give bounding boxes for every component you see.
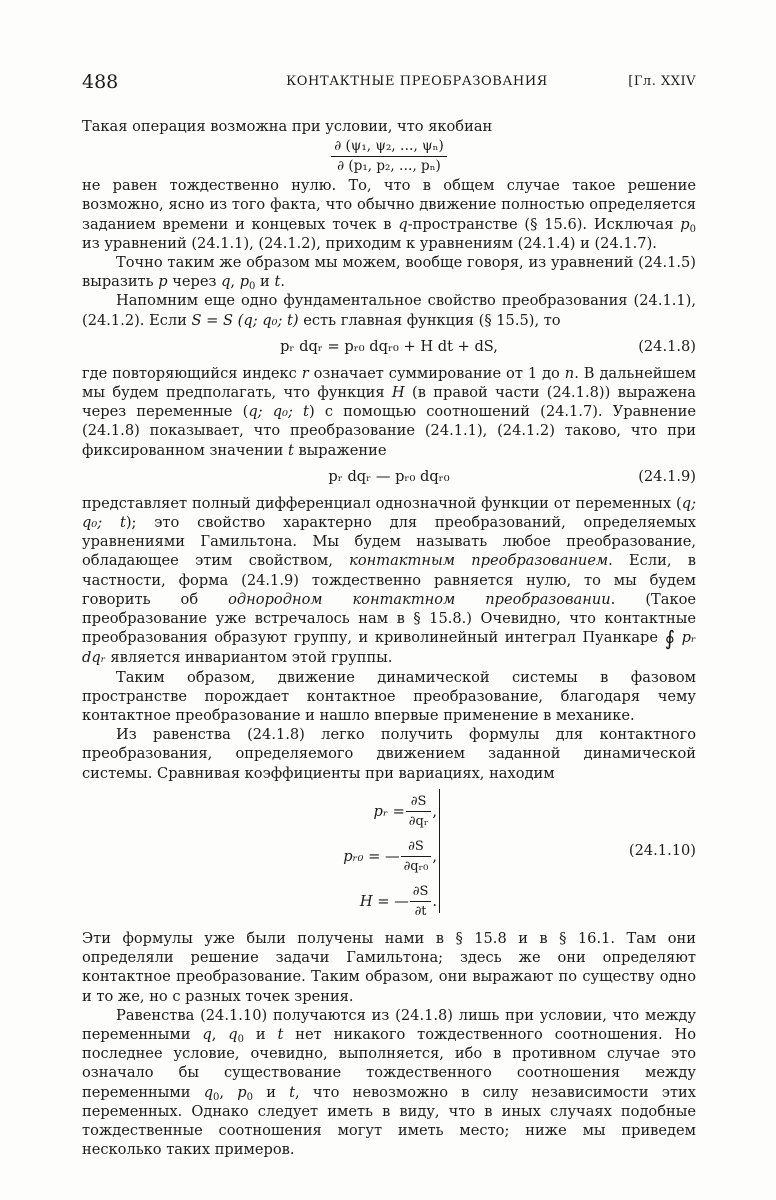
page-number: 488 [82, 71, 119, 93]
system-brace [439, 789, 440, 913]
jacobian-formula [82, 138, 696, 175]
equation-24-1-10 [82, 789, 696, 925]
jacobian-fraction [331, 138, 446, 175]
paragraph-1-intro: Такая операция возможна при условии, что якобиан [82, 118, 493, 135]
paragraph-1-text: не равен тождественно нулю. То, что в общем случае такое решение возможно, ясно из того факта, что обычно движение полностью определяется заданием времени и концевых точек в q-пространстве (§ 15.6). Исключая $p_0$ из уравнений (24.1.1), (24.1.2), приходим к уравнениям (24.1.4) и (24.1.7). [82, 177, 697, 252]
chapter-label: [Гл. XXIV [628, 74, 696, 89]
paragraph-7: Из равенства (24.1.8) легко получить формулы для контактного преобразования, определяемого движением заданной динамической системы. Сравнивая коэффициенты при вариациях, находим [82, 726, 696, 782]
equation-number: (24.1.8) [638, 337, 696, 355]
contour-integral-sign: ∮ [664, 626, 675, 651]
equation-row-pr0: pᵣ₀ = — $\frac{\partial S}{\text{∂qᵣ₀}}$ , [343, 838, 437, 874]
principal-function: S = S (q; q₀; t) [191, 311, 299, 329]
paragraph-6: Таким образом, движение динамической системы в фазовом пространстве порождает контактное преобразование, благодаря чему контактное преобразование и нашло впервые применение в механике. [82, 668, 696, 725]
page-body [82, 117, 696, 1159]
running-header [82, 71, 696, 95]
equation-system-rows [327, 789, 437, 924]
jacobian-denominator: ∂ (p₁, p₂, …, pₙ) [337, 158, 441, 175]
paragraph-4: где повторяющийся индекс r означает суммирование от 1 до n. В дальнейшем мы будем предполагать, что функция H (в правой части (24.1.8)) выражена через переменные (q; q₀; t) с помощью соотношений (24.1.7). Уравнение (24.1.8) показывает, что преобразование (24.1.1), (24.1.2) таково, что при фиксированном значении t выражение [82, 364, 697, 459]
jacobian-numerator: ∂ (ψ₁, ψ₂, …, ψₙ) [331, 138, 446, 157]
equation-row-h: H = — $\frac{\partial S}{\partial t}$ . [359, 883, 437, 919]
term-homogeneous-contact-transformation: однородном контактном преобразовании [228, 590, 611, 608]
paragraph-2: Точно таким же образом мы можем, вообще говоря, из уравнений (24.1.5) выразить p через q, $p_0$ и t. [82, 254, 696, 293]
equation-number: (24.1.9) [638, 467, 696, 485]
paragraph-3: Напомним еще одно фундаментальное свойство преобразования (24.1.1), (24.1.2). Если S = S (q; q₀; t) есть главная функция (§ 15.5), то [82, 292, 696, 329]
equation-row-pr: pᵣ = $\frac{\partial S}{\text{∂qᵣ}}$ , [373, 793, 437, 829]
running-title: КОНТАКТНЫЕ ПРЕОБРАЗОВАНИЯ [286, 74, 548, 89]
equation-number: (24.1.10) [628, 841, 696, 859]
equation-formula: pᵣ dqᵣ — pᵣ₀ dqᵣ₀ [328, 467, 450, 485]
paragraph-8: Эти формулы уже были получены нами в § 15.8 и в § 16.1. Там они определяли решение задачи Гамильтона; здесь же они определяют контактное преобразование. Таким образом, они выражают по существу одно и то же, но с разных точек зрения. [82, 929, 696, 1005]
paragraph-9: Равенства (24.1.10) получаются из (24.1.8) лишь при условии, что между переменными q, $q_0$ и t нет никакого тождественного соотношения. Но последнее условие, очевидно, выполняется, ибо в противном случае это означало бы существование тождественного соотношения между переменными $q_0$, $p_0$ и t, что невозможно в силу независимости этих переменных. Однако следует иметь в виду, что в иных случаях подобные тождественные соотношения могут иметь место; ниже мы приведем несколько таких примеров. [82, 1006, 696, 1159]
equation-24-1-9 [82, 460, 696, 494]
term-contact-transformation: контактным преобразованием [349, 552, 609, 570]
paragraph-5: представляет полный дифференциал однозначной функции от переменных (q; q₀; t); это свойство характерно для преобразований, определяемых уравнениями Гамильтона. Мы будем называть любое преобразование, обладающее этим свойством, контактным преобразованием. Если, в частности, форма (24.1.9) тождественно равняется нулю, то мы будем говорить об однородном контактном преобразовании. (Такое преобразование уже встречалось нам в § 15.8.) Очевидно, что контактные преобразования образуют группу, и криволинейный интеграл Пуанкаре ∮ pᵣ dqᵣ является инвариантом этой группы. [82, 494, 697, 667]
equation-formula: pᵣ dqᵣ = pᵣ₀ dqᵣ₀ + H dt + dS, [280, 337, 498, 355]
equation-24-1-8 [82, 330, 696, 364]
